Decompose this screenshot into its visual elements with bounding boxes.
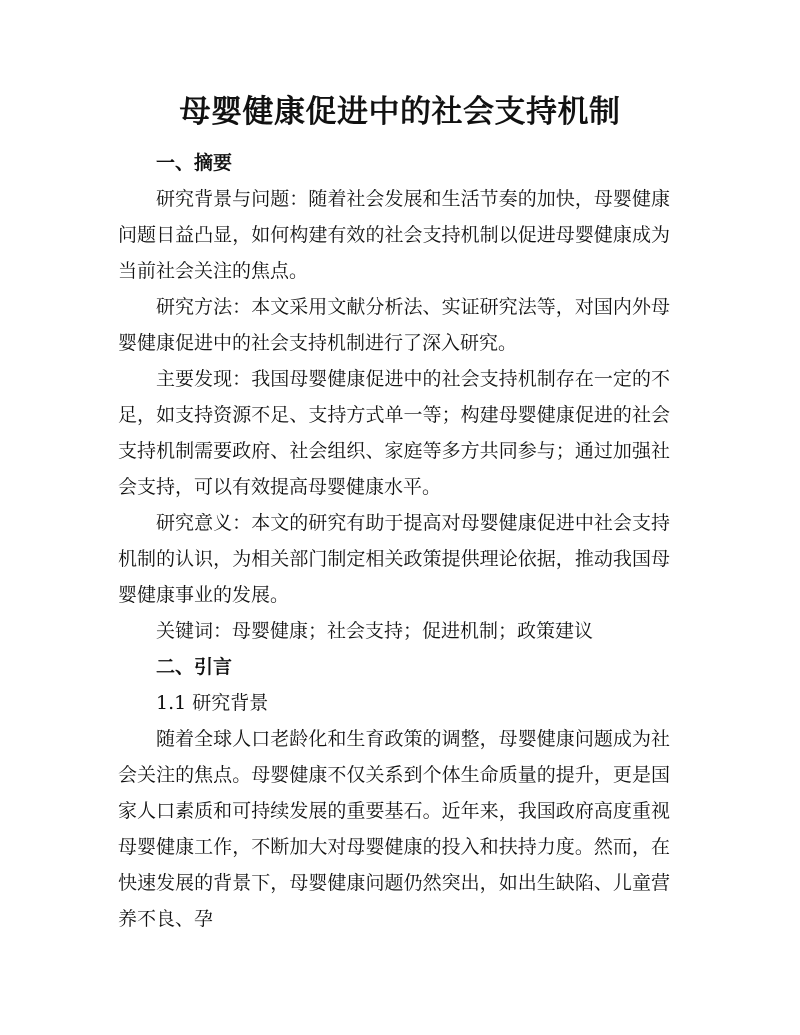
introduction-paragraph: 随着全球人口老龄化和生育政策的调整，母婴健康问题成为社会关注的焦点。母婴健康不仅关系到个体生命质量的提升，更是国家人口素质和可持续发展的重要基石。近年来，我国政府高度重视母婴健康工作，不断加大对母婴健康的投入和扶持力度。然而，在快速发展的背景下，母婴健康问题仍然突出，如出生缺陷、儿童营养不良、孕: [118, 728, 670, 930]
keywords-line: 关键词：母婴健康；社会支持；促进机制；政策建议: [156, 620, 594, 642]
document-title: 母婴健康促进中的社会支持机制: [179, 94, 621, 130]
abstract-findings-paragraph: 主要发现：我国母婴健康促进中的社会支持机制存在一定的不足，如支持资源不足、支持方式单一等；构建母婴健康促进的社会支持机制需要政府、社会组织、家庭等多方共同参与；通过加强社会支持，可以有效提高母婴健康水平。: [118, 368, 670, 498]
document-body: [118, 145, 670, 937]
abstract-significance-paragraph: 研究意义：本文的研究有助于提高对母婴健康促进中社会支持机制的认识，为相关部门制定相关政策提供理论依据，推动我国母婴健康事业的发展。: [118, 512, 670, 606]
section-heading-introduction: 二、引言: [156, 656, 233, 678]
abstract-background-paragraph: 研究背景与问题：随着社会发展和生活节奏的加快，母婴健康问题日益凸显，如何构建有效的社会支持机制以促进母婴健康成为当前社会关注的焦点。: [118, 188, 670, 282]
abstract-methods-paragraph: 研究方法：本文采用文献分析法、实证研究法等，对国内外母婴健康促进中的社会支持机制进行了深入研究。: [118, 296, 670, 354]
section-heading-abstract: 一、摘要: [156, 152, 233, 174]
subsection-heading-research-background: 1.1 研究背景: [156, 692, 269, 714]
